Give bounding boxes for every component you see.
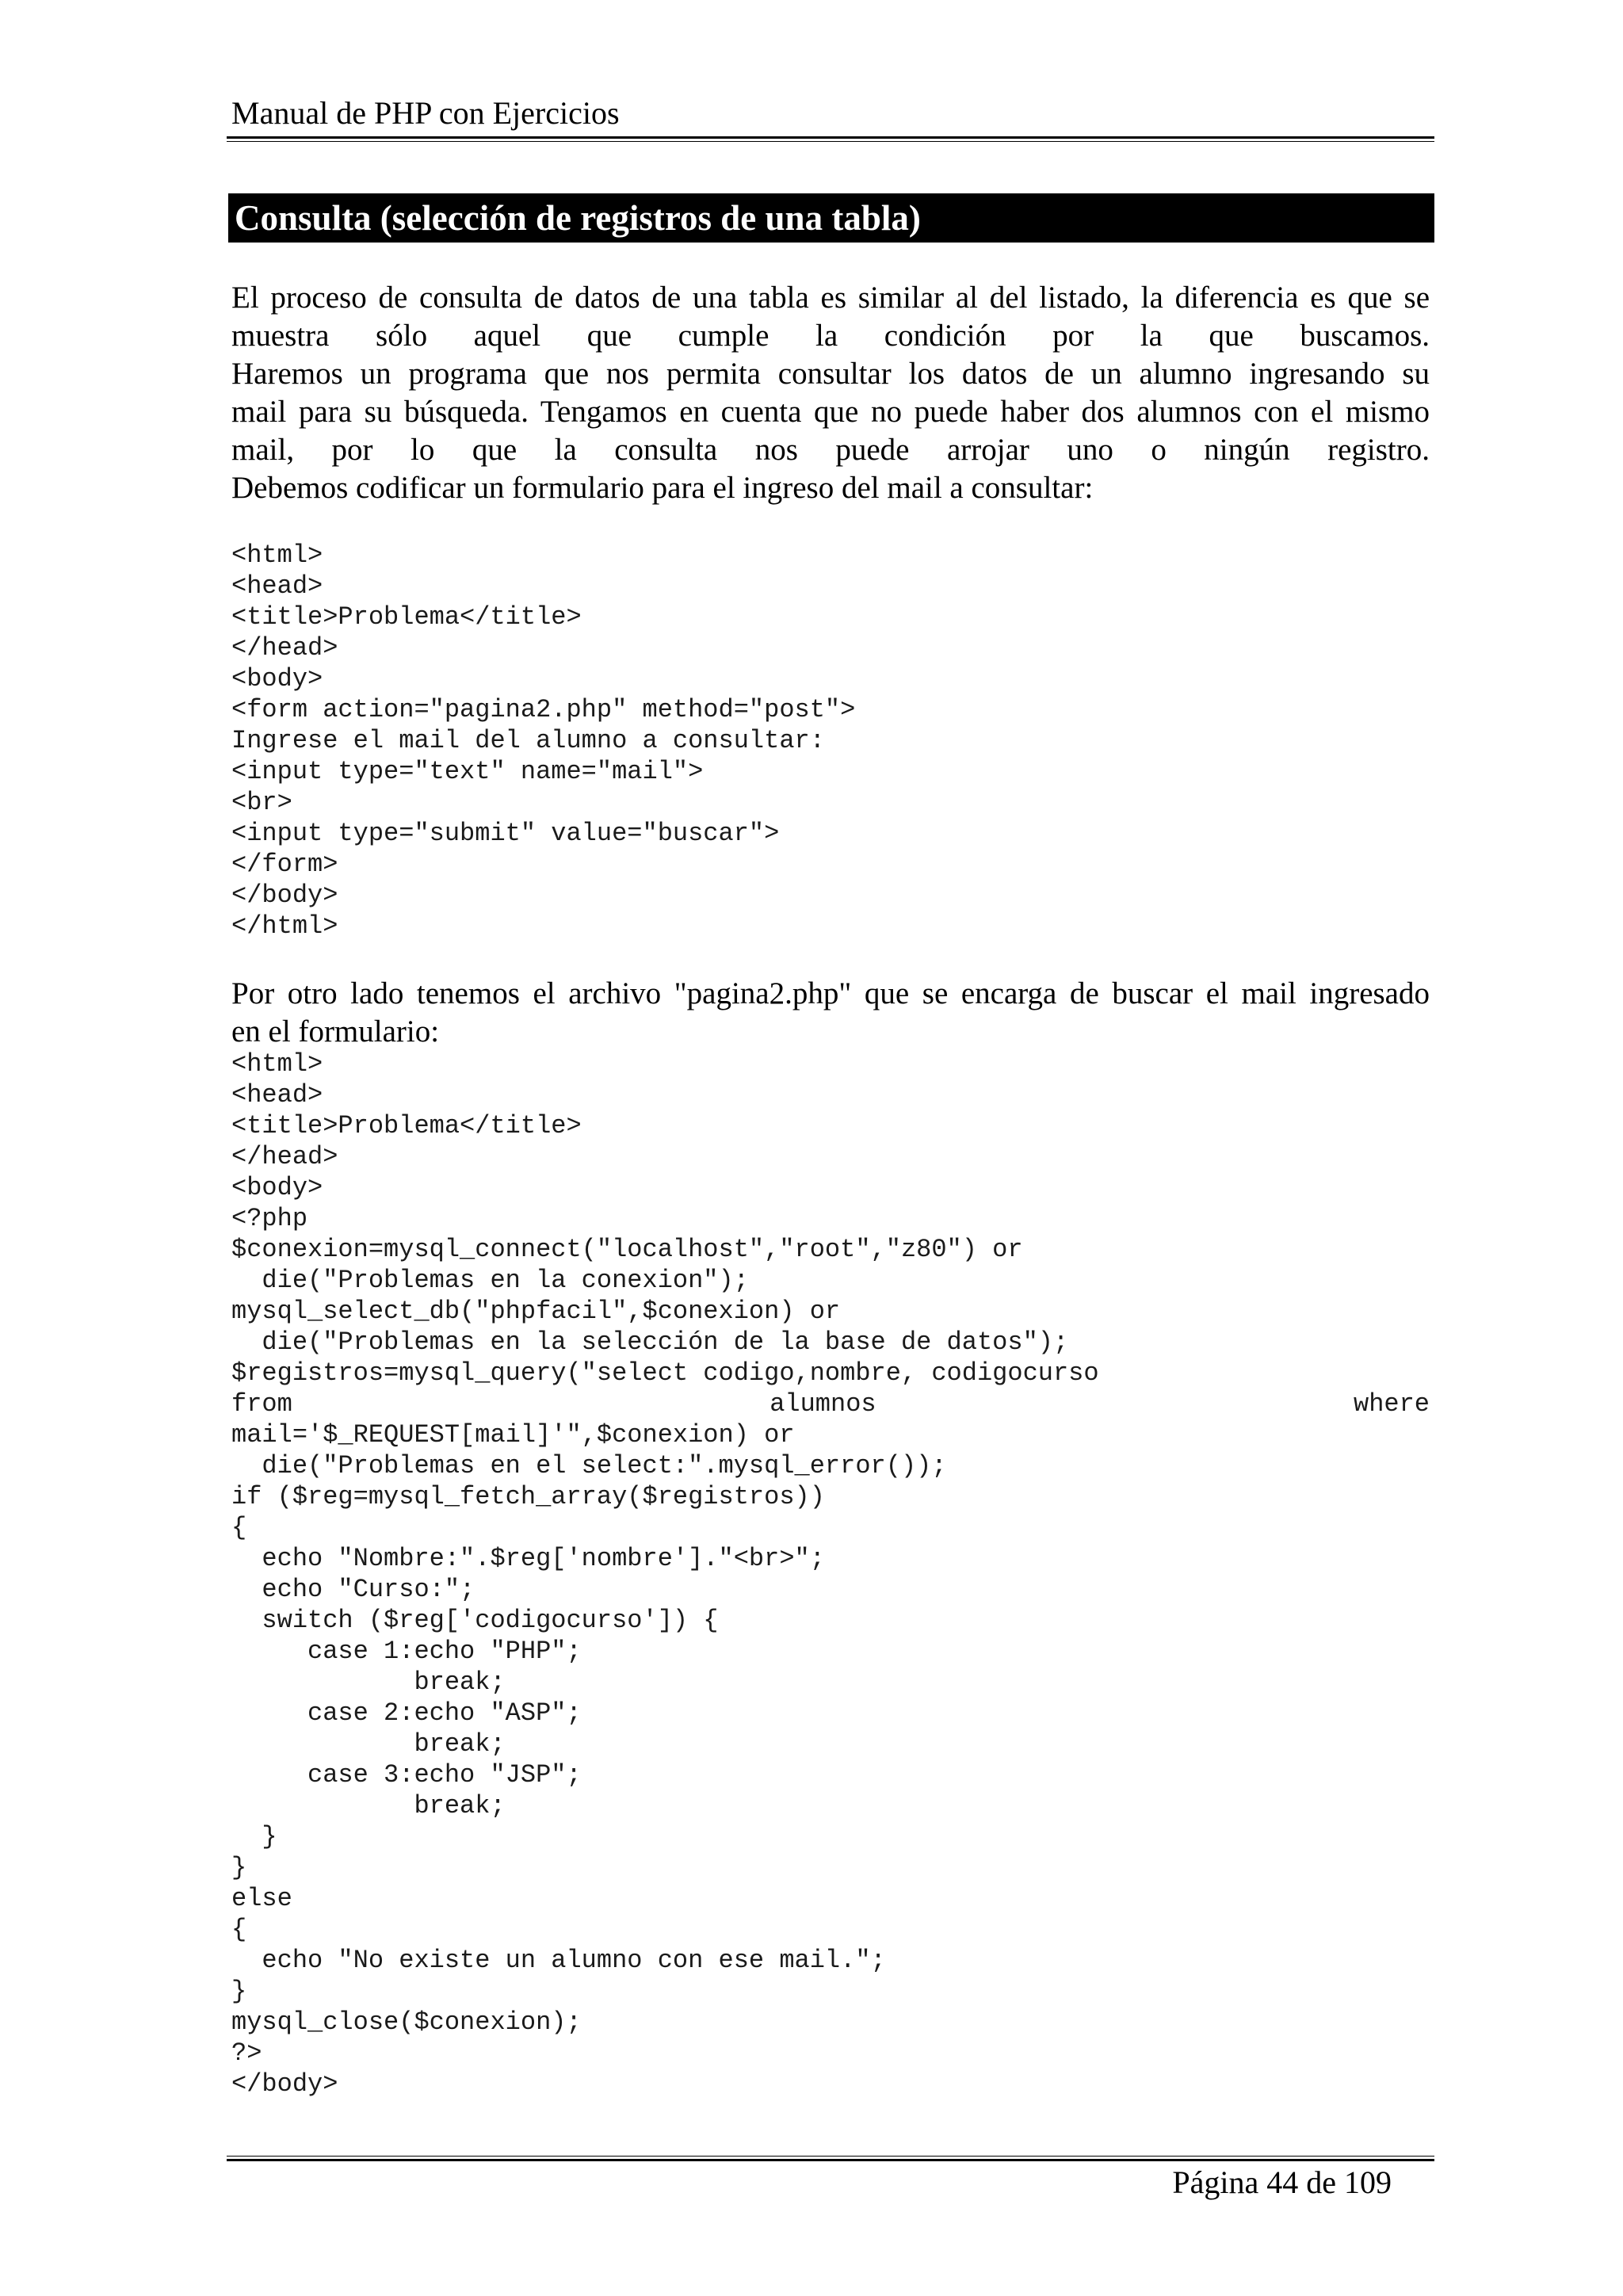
code-line: <html>	[231, 1049, 323, 1079]
code-line: <input type="text" name="mail">	[231, 757, 704, 786]
section-heading-text: Consulta (selección de registros de una tabla)	[235, 198, 921, 238]
code-line: die("Problemas en el select:".mysql_error());	[231, 1451, 947, 1480]
running-header: Manual de PHP con Ejercicios	[231, 95, 620, 131]
code-line: </html>	[231, 911, 338, 941]
code-line: switch ($reg['codigocurso']) {	[231, 1606, 719, 1635]
code-line: </head>	[231, 633, 338, 663]
code-line: from alumnos where	[231, 1389, 1430, 1419]
code-line: ?>	[231, 2038, 262, 2068]
code-line: mysql_select_db("phpfacil",$conexion) or	[231, 1297, 841, 1326]
paragraph-line: Debemos codificar un formulario para el ingreso del mail a consultar:	[231, 471, 1094, 505]
paragraph-line: mail para su búsqueda. Tengamos en cuenta que no puede haber dos alumnos con el mismo	[231, 395, 1430, 429]
code-line: $conexion=mysql_connect("localhost","root","z80") or	[231, 1235, 1023, 1264]
code-line: <title>Problema</title>	[231, 602, 582, 632]
code-line: mysql_close($conexion);	[231, 2008, 582, 2037]
paragraph-line: Por otro lado tenemos el archivo "pagina2.php" que se encarga de buscar el mail ingresado	[231, 976, 1430, 1010]
code-line: <body>	[231, 664, 323, 693]
code-line: die("Problemas en la conexion");	[231, 1266, 749, 1295]
code-line: </head>	[231, 1142, 338, 1171]
code-line: <title>Problema</title>	[231, 1111, 582, 1140]
code-line: case 1:echo "PHP";	[231, 1637, 582, 1666]
page-number: Página 44 de 109	[1172, 2164, 1392, 2200]
code-line: {	[231, 1513, 247, 1542]
code-line: <html>	[231, 541, 323, 570]
code-line: </form>	[231, 850, 338, 879]
code-line: <head>	[231, 1080, 323, 1110]
code-line: echo "Nombre:".$reg['nombre']."<br>";	[231, 1544, 825, 1573]
code-line: <input type="submit" value="buscar">	[231, 819, 780, 848]
paragraph-line: muestra sólo aquel que cumple la condición por la que buscamos.	[231, 319, 1430, 353]
code-line: else	[231, 1884, 292, 1913]
code-line: echo "Curso:";	[231, 1575, 475, 1604]
middle-paragraph	[231, 975, 1430, 1051]
footer-rule-thin	[227, 2156, 1434, 2157]
paragraph-line: Haremos un programa que nos permita consultar los datos de un alumno ingresando su	[231, 357, 1430, 391]
code-line: if ($reg=mysql_fetch_array($registros))	[231, 1482, 825, 1511]
code-line: <form action="pagina2.php" method="post">	[231, 695, 856, 724]
code-line: die("Problemas en la selección de la base de datos");	[231, 1328, 1069, 1357]
code-line: break;	[231, 1668, 506, 1697]
code-line: <head>	[231, 571, 323, 601]
code-line: case 3:echo "JSP";	[231, 1760, 582, 1790]
code-block-form	[231, 540, 1430, 942]
code-line: case 2:echo "ASP";	[231, 1698, 582, 1728]
intro-paragraph	[231, 279, 1430, 507]
code-line: </body>	[231, 2069, 338, 2099]
header-rule-thick	[227, 136, 1434, 139]
code-line: mail='$_REQUEST[mail]'",$conexion) or	[231, 1420, 795, 1450]
paragraph-line: El proceso de consulta de datos de una tabla es similar al del listado, la diferencia es que se	[231, 281, 1430, 315]
code-line: </body>	[231, 881, 338, 910]
paragraph-line: en el formulario:	[231, 1014, 440, 1049]
code-line: $registros=mysql_query("select codigo,nombre, codigocurso	[231, 1358, 1099, 1388]
code-line: Ingrese el mail del alumno a consultar:	[231, 726, 825, 755]
code-line: break;	[231, 1729, 506, 1759]
code-line: {	[231, 1915, 247, 1944]
code-line: }	[231, 1853, 247, 1882]
code-line: <br>	[231, 788, 292, 817]
code-line: echo "No existe un alumno con ese mail.";	[231, 1946, 886, 1975]
code-block-pagina2	[231, 1049, 1430, 2099]
paragraph-line: mail, por lo que la consulta nos puede arrojar uno o ningún registro.	[231, 433, 1430, 467]
code-line: }	[231, 1822, 277, 1851]
header-rule-thin	[227, 141, 1434, 142]
code-line: <?php	[231, 1204, 308, 1233]
code-line: break;	[231, 1791, 506, 1820]
code-line: <body>	[231, 1173, 323, 1202]
footer-rule-thick	[227, 2159, 1434, 2161]
section-heading	[228, 193, 1434, 243]
code-line: }	[231, 1977, 247, 2006]
